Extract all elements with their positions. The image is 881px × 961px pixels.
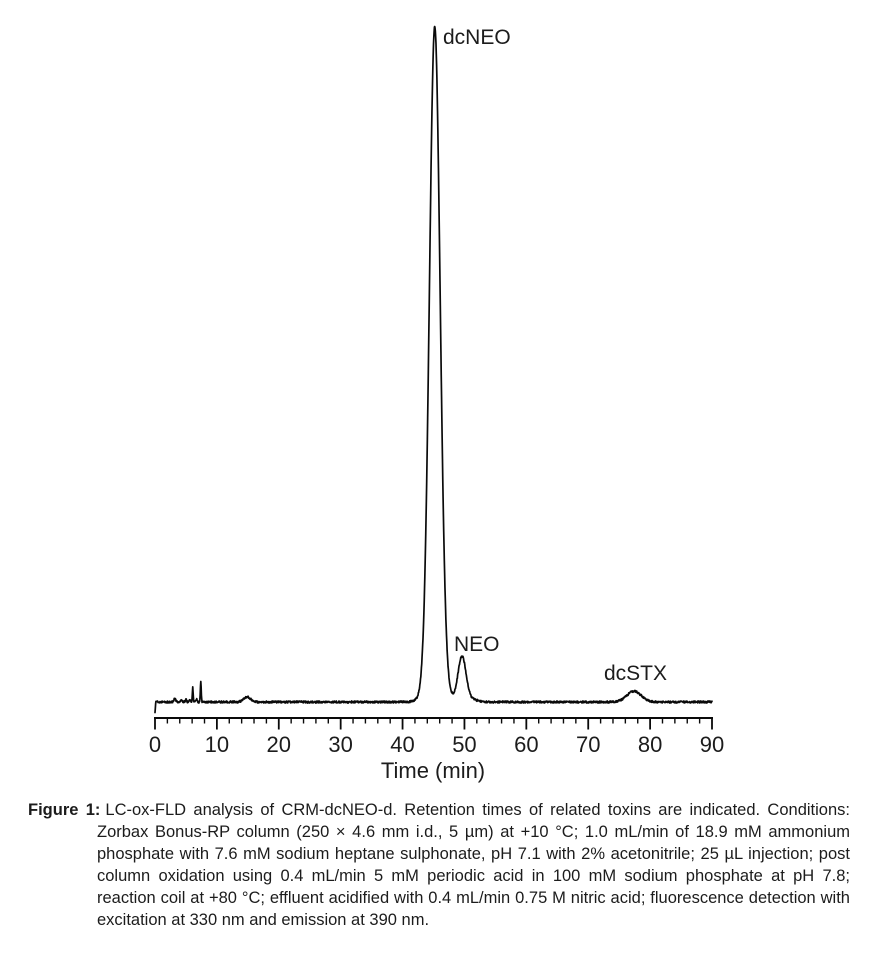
figure-caption-label: Figure 1: — [28, 801, 101, 819]
x-axis-tick-label: 10 — [204, 732, 230, 757]
x-axis-tick-label: 80 — [637, 732, 663, 757]
x-axis-tick-label: 50 — [452, 732, 477, 757]
x-axis-tick-label: 40 — [390, 732, 415, 757]
x-axis-title: Time (min) — [380, 758, 486, 783]
peak-label-dcneo: dcNEO — [443, 26, 511, 49]
x-axis-tick-label: 30 — [328, 732, 353, 757]
x-axis-tick-label: 70 — [575, 732, 601, 757]
x-axis-tick-label: 60 — [514, 732, 539, 757]
figure-caption-text: LC-ox-FLD analysis of CRM-dcNEO-d. Retention times of related toxins are indicated. Conditions: Zorbax Bonus-RP column (250 × 4.6 mm i.d., 5 µm) at +10 °C; 1.0 mL/min of 18.9 mM ammonium phosphate with 7.6 mM sodium heptane sulphonate, pH 7.1 with 2% acetonitrile; 25 µL injection; post column oxidation using 0.4 mL/min 5 mM periodic acid in 100 mM sodium phosphate at pH 7.8; reaction coil at +80 °C; effluent acidified with 0.4 mL/min 0.75 M nitric acid; fluorescence detection with excitation at 330 nm and emission at 390 nm. — [97, 801, 850, 929]
peak-label-dcstx: dcSTX — [604, 662, 668, 685]
x-axis-tick-label: 90 — [699, 732, 725, 757]
chromatogram-trace — [155, 27, 712, 713]
x-axis-tick-label: 20 — [266, 732, 292, 757]
figure-caption — [28, 799, 850, 931]
peak-label-neo: NEO — [454, 633, 500, 656]
x-axis-tick-label: 0 — [148, 732, 162, 757]
